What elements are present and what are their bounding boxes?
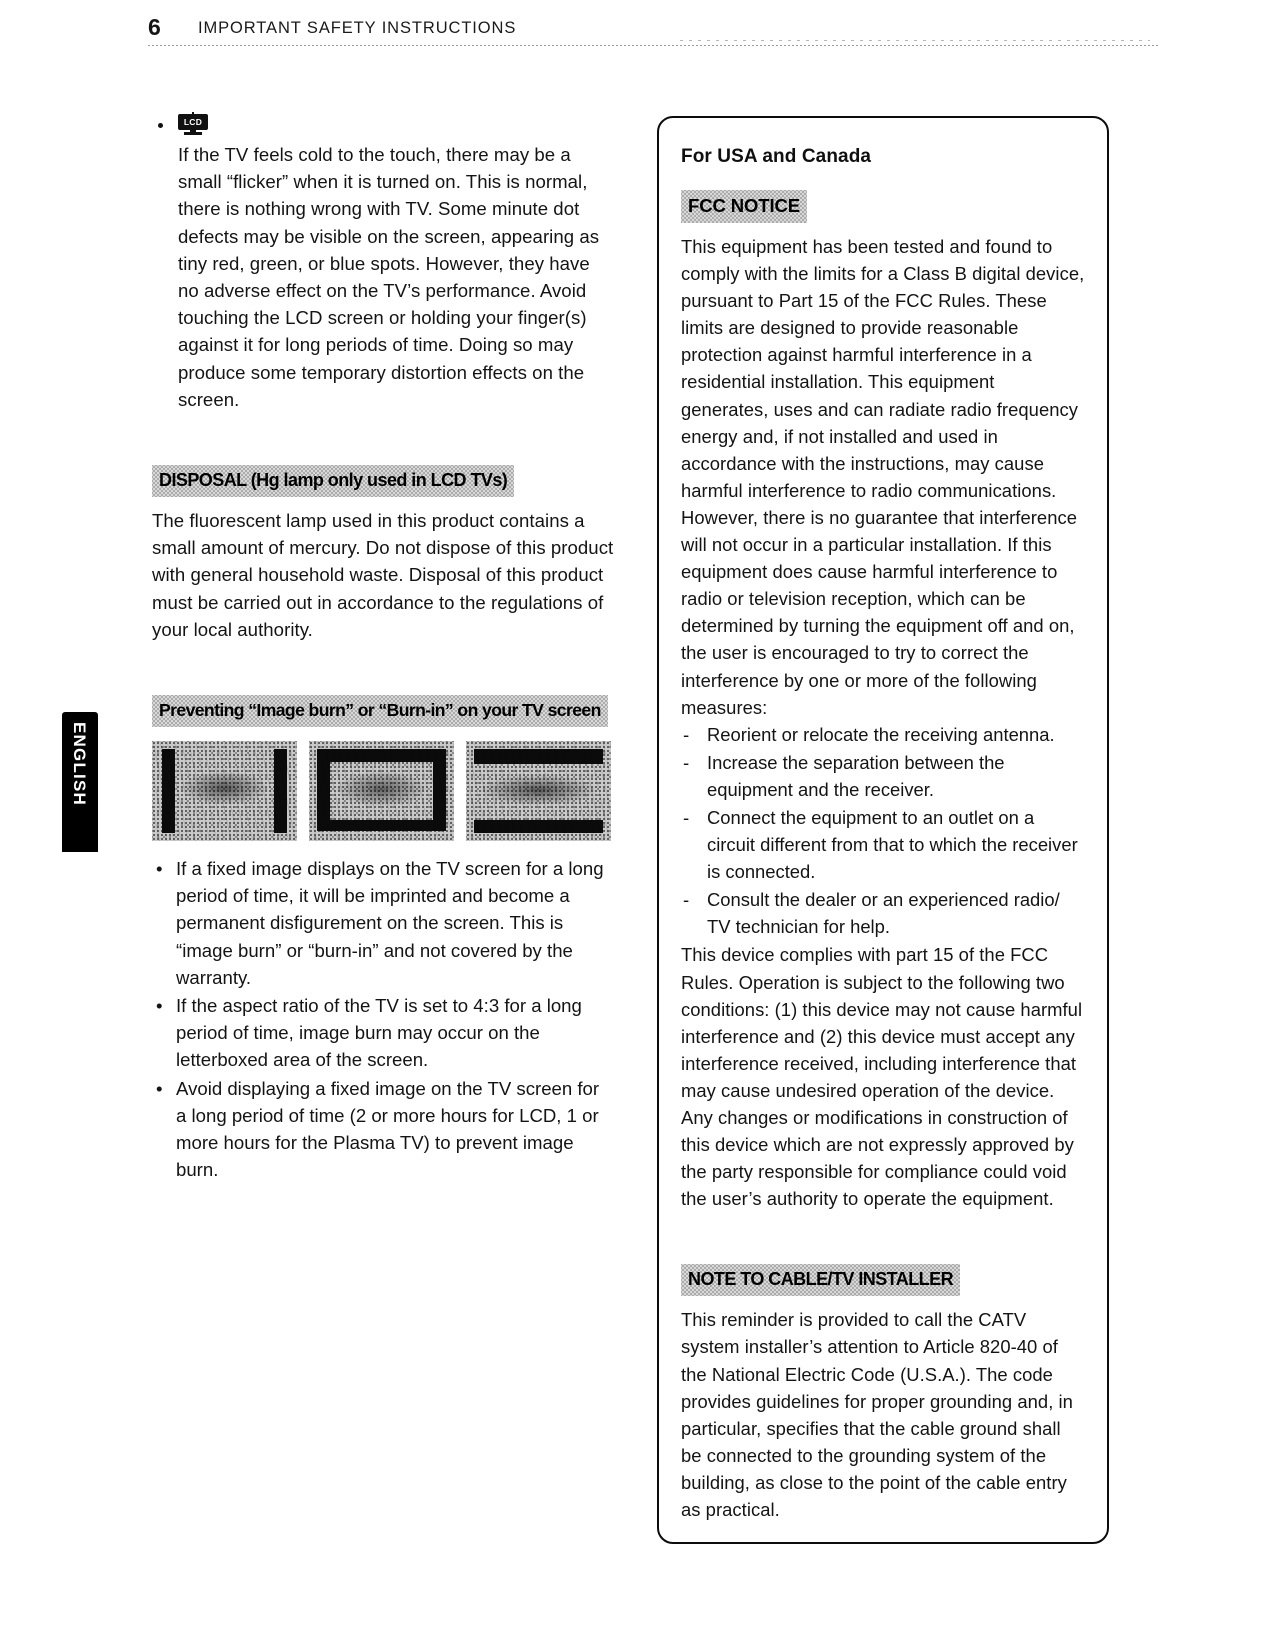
list-item-text: Connect the equipment to an outlet on a circuit different from that to which the receiver is connected. xyxy=(707,806,1078,883)
language-tab-label: ENGLISH xyxy=(70,722,89,806)
fcc-measures-list xyxy=(681,721,1085,941)
list-item xyxy=(152,992,614,1074)
list-item xyxy=(681,804,1085,885)
bullet-marker: • xyxy=(156,1077,163,1099)
dash-marker: - xyxy=(683,889,690,911)
burn-in-image-row xyxy=(152,741,614,841)
page-number: 6 xyxy=(148,14,161,40)
bullet-dot-icon xyxy=(158,123,163,128)
list-item-text: Avoid displaying a fixed image on the TV screen for a long period of time (2 or more hours for LCD, 1 or more hours for the Plasma TV) to prevent image burn. xyxy=(176,1077,600,1181)
lcd-note-block xyxy=(152,112,614,413)
list-item-text: If a fixed image displays on the TV screen for a long period of time, it will be imprinted and become a permanent disfigurement on the screen. This is “image burn” or “burn-in” and not covered by the warranty. xyxy=(176,858,604,988)
lcd-tv-icon xyxy=(178,112,210,135)
list-item xyxy=(152,1075,614,1184)
fcc-paragraph-3: Any changes or modifications in construction of this device which are not expressly approved by the party responsible for compliance could void the user’s authority to operate the equipment. xyxy=(681,1107,1074,1210)
header-divider xyxy=(148,45,1158,46)
fcc-notice-heading: FCC NOTICE xyxy=(681,190,807,223)
burn-in-heading: Preventing “Image burn” or “Burn-in” on your TV screen xyxy=(152,695,608,727)
fcc-paragraph-1: This equipment has been tested and found to comply with the limits for a Class B digital device, pursuant to Part 15 of the FCC Rules. These limits are designed to provide reasonable protection against harmful interference in a residential installation. This equipment generates, uses and can radiate radio frequency energy and, if not installed and used in accordance with the instructions, may cause harmful interference to radio communications. However, there is no guarantee that interference will not occur in a particular installation. If this equipment does cause harmful interference to radio or television reception, which can be determined by turning the equipment off and on, the user is encouraged to try to correct the interference by one or more of the following measures: xyxy=(681,236,1085,718)
burn-in-sample-frame xyxy=(309,741,454,841)
language-tab xyxy=(62,712,98,852)
bullet-marker: • xyxy=(156,858,163,880)
disposal-section xyxy=(152,465,614,643)
page-title: IMPORTANT SAFETY INSTRUCTIONS xyxy=(198,19,517,37)
list-item xyxy=(152,855,614,991)
region-title: For USA and Canada xyxy=(681,146,872,167)
dash-marker: - xyxy=(683,751,690,773)
disposal-body: The fluorescent lamp used in this product contains a small amount of mercury. Do not dispose of this product with general household waste. Disposal of this product must be carried out in accordance to the regulations of your local authority. xyxy=(152,510,614,640)
list-item-text: If the aspect ratio of the TV is set to 4:3 for a long period of time, image burn may occur on the letterboxed area of the screen. xyxy=(176,995,582,1071)
burn-in-bullet-list xyxy=(152,855,614,1183)
bullet-marker: • xyxy=(156,995,163,1017)
lcd-badge-label: LCD xyxy=(183,117,203,127)
fcc-paragraph-2: This device complies with part 15 of the FCC Rules. Operation is subject to the following two conditions: (1) this device may not cause harmful interference and (2) this device must accept any interference received, including interference that may cause undesired operation of the device. xyxy=(681,944,1083,1101)
burn-in-sample-side-bars xyxy=(152,741,297,841)
usa-canada-notice-box xyxy=(657,116,1109,1544)
dash-marker: - xyxy=(683,806,690,828)
list-item xyxy=(681,749,1085,803)
list-item-text: Reorient or relocate the receiving antenna. xyxy=(707,723,1055,745)
burn-in-sample-letterbox xyxy=(466,741,611,841)
header-divider-secondary xyxy=(680,40,1150,41)
list-item xyxy=(681,886,1085,940)
list-item xyxy=(681,721,1085,748)
burn-in-section xyxy=(152,695,614,1183)
dash-marker: - xyxy=(683,723,690,745)
lcd-note-text: If the TV feels cold to the touch, there may be a small “flicker” when it is turned on. This is normal, there is nothing wrong with TV. Some minute dot defects may be visible on the screen, appearing as tiny red, green, or blue spots. However, they have no adverse effect on the TV’s performance. Avoid touching the LCD screen or holding your finger(s) against it for long periods of time. Doing so may produce some temporary distortion effects on the screen. xyxy=(178,144,600,410)
cable-installer-body: This reminder is provided to call the CATV system installer’s attention to Article 820-40 of the National Electric Code (U.S.A.). The code provides guidelines for proper grounding and, in particular, specifies that the cable ground shall be connected to the grounding system of the building, as close to the point of the cable entry as practical. xyxy=(681,1309,1073,1521)
list-item-text: Consult the dealer or an experienced radio/ TV technician for help. xyxy=(707,889,1060,938)
list-item-text: Increase the separation between the equipment and the receiver. xyxy=(707,751,1005,800)
left-column xyxy=(152,112,614,1184)
disposal-heading: DISPOSAL (Hg lamp only used in LCD TVs) xyxy=(152,465,514,497)
cable-installer-heading: NOTE TO CABLE/TV INSTALLER xyxy=(681,1264,960,1296)
